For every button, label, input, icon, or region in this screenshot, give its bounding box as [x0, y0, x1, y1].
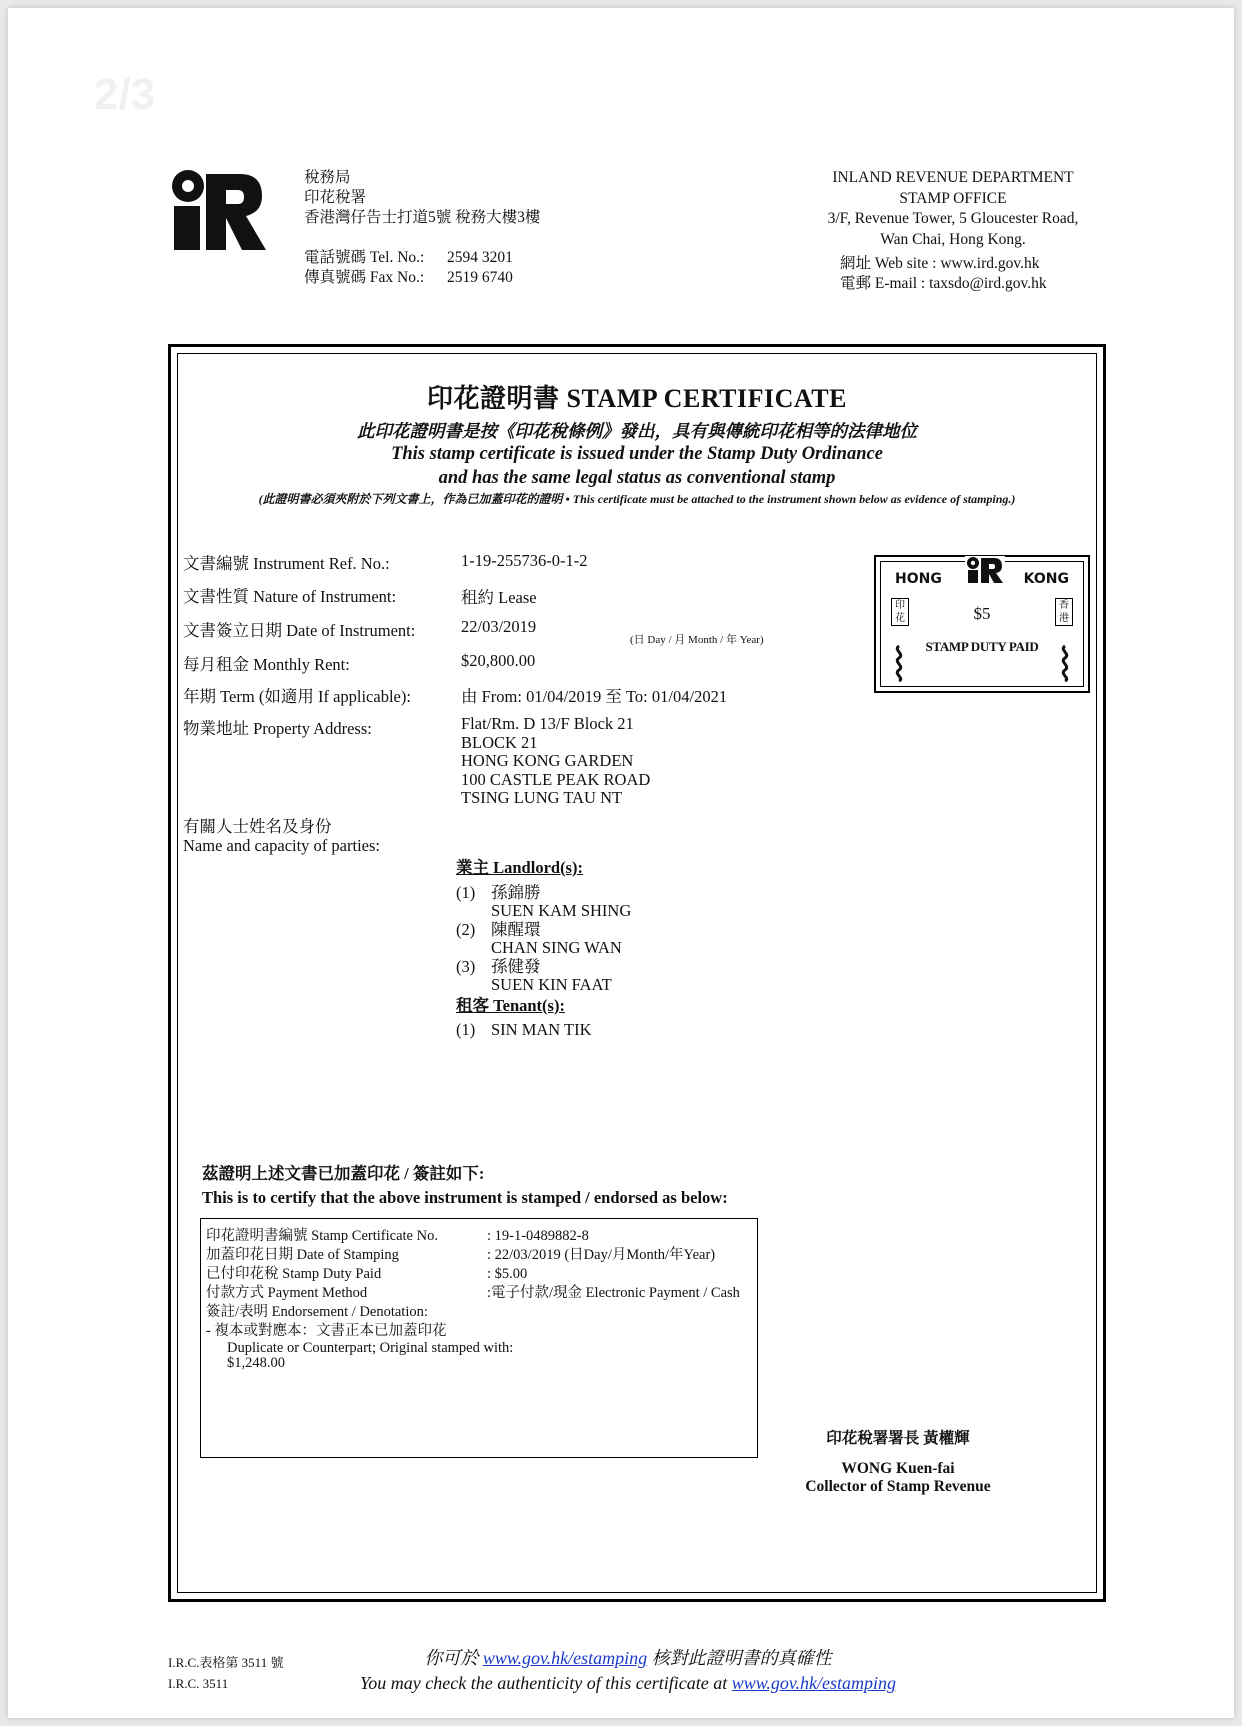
fax-label: 傳真號碼 Fax No.: [304, 269, 425, 286]
signature-block [798, 1430, 998, 1496]
denotation-line-3: $1,248.00 [227, 1355, 285, 1371]
term-value: 由 From: 01/04/2019 至 To: 01/04/2021 [461, 687, 728, 706]
stamp-paid-label: STAMP DUTY PAID [925, 639, 1039, 654]
stamp-duty-paid-stamp [874, 555, 1090, 693]
certify-cn: 茲證明上述文書已加蓋印花 / 簽註如下: [202, 1164, 485, 1183]
form-number [168, 1652, 283, 1694]
address-line-2: BLOCK 21 [461, 732, 538, 752]
party-name-en: SIN MAN TIK [491, 1020, 592, 1039]
list-item [456, 1021, 796, 1040]
collector-name-en: WONG Kuen-fai [841, 1460, 955, 1477]
denotation-line-1: - 複本或對應本：文書正本已加蓋印花 [206, 1323, 447, 1339]
parties-label-en: Name and capacity of parties: [183, 835, 380, 855]
list-item [456, 884, 796, 921]
subtitle-en [178, 442, 1096, 490]
date-label: 文書簽立日期 Date of Instrument: [183, 621, 416, 640]
check-cn-post: 核對此證明書的真確性 [647, 1648, 832, 1668]
header-chinese-address [304, 168, 540, 288]
subtitle-en-line-1: This stamp certificate is issued under the Stamp Duty Ordinance [391, 444, 883, 464]
form-number-en: I.R.C. 3511 [168, 1676, 229, 1691]
attachment-note: (此證明書必須夾附於下列文書上，作為已加蓋印花的證明 • This certificate must be attached to the instrument shown below as evidence of stamping.) [258, 492, 1016, 506]
denotation-label: 簽註/表明 Endorsement / Denotation: [206, 1304, 428, 1320]
address-label: 物業地址 Property Address: [183, 719, 372, 738]
stamp-kong: KONG [1023, 571, 1069, 587]
denotation-line-2: Duplicate or Counterpart; Original stamped with: [227, 1340, 514, 1356]
email: 電郵 E-mail : taxsdo@ird.gov.hk [840, 275, 1047, 292]
address-value [461, 715, 650, 808]
party-number: (3) [456, 956, 476, 976]
date-format-hint: (日 Day / 月 Month / 年 Year) [630, 634, 764, 646]
party-name-cn: 孫錦勝 [491, 882, 541, 902]
payment-method-value: :電子付款/現金 Electronic Payment / Cash [487, 1285, 740, 1301]
party-name-cn: 孫健發 [491, 956, 541, 976]
estamping-link-cn[interactable]: www.gov.hk/estamping [482, 1648, 648, 1668]
header-address-cn: 香港灣仔告士打道5號 稅務大樓3樓 [304, 209, 541, 226]
rent-label: 每月租金 Monthly Rent: [183, 655, 350, 674]
duty-paid-value: : $5.00 [487, 1266, 528, 1282]
tel-label: 電話號碼 Tel. No.: [304, 249, 425, 266]
cert-no-value: : 19-1-0489882-8 [487, 1228, 589, 1244]
party-number: (1) [456, 882, 476, 902]
stamp-ornament-left [892, 644, 906, 682]
parties-label [183, 818, 380, 855]
subtitle-en-line-2: and has the same legal status as conventional stamp [438, 468, 836, 488]
party-name-en: SUEN KIN FAAT [491, 975, 612, 994]
header-english-address [798, 168, 1108, 294]
header-dept-en: INLAND REVENUE DEPARTMENT [832, 169, 1074, 186]
website: 網址 Web site : www.ird.gov.hk [840, 255, 1040, 272]
header-address-en-2: Wan Chai, Hong Kong. [880, 230, 1026, 248]
header-office-en: STAMP OFFICE [899, 189, 1007, 207]
header-office-cn: 印花稅署 [304, 189, 367, 206]
address-line-5: TSING LUNG TAU NT [461, 788, 623, 807]
rent-value: $20,800.00 [461, 651, 536, 670]
ref-value: 1-19-255736-0-1-2 [461, 551, 588, 570]
endorsement-box [200, 1218, 758, 1458]
tel-row [304, 248, 540, 268]
collector-title-cn: 印花稅署署長 黃權輝 [826, 1430, 970, 1447]
fax-number: 2519 6740 [447, 269, 513, 286]
certify-statement [202, 1162, 728, 1210]
stamp-value: $5 [973, 604, 991, 623]
certificate-title: 印花證明書 STAMP CERTIFICATE [427, 384, 847, 413]
page-indicator: 2/3 [94, 70, 156, 119]
party-number: (1) [456, 1020, 476, 1039]
address-line-1: Flat/Rm. D 13/F Block 21 [461, 714, 634, 733]
party-name-cn: 陳醒環 [491, 919, 541, 939]
stamp-side-right: 香港 [1055, 598, 1073, 626]
subtitle-cn: 此印花證明書是按《印花稅條例》發出，具有與傳統印花相等的法律地位 [357, 421, 917, 441]
duty-paid-label: 已付印花稅 Stamp Duty Paid [206, 1266, 382, 1282]
address-line-3: HONG KONG GARDEN [461, 751, 634, 770]
address-line-4: 100 CASTLE PEAK ROAD [461, 769, 651, 789]
fax-row [304, 268, 540, 288]
certificate-box [168, 344, 1106, 1602]
nature-label: 文書性質 Nature of Instrument: [183, 587, 397, 606]
date-value: 22/03/2019 [461, 617, 537, 636]
collector-title-en: Collector of Stamp Revenue [805, 1478, 991, 1495]
certify-en: This is to certify that the above instrument is stamped / endorsed as below: [202, 1188, 728, 1207]
estamping-link-en[interactable]: www.gov.hk/estamping [731, 1673, 897, 1693]
party-number: (2) [456, 919, 476, 939]
cert-no-label: 印花證明書編號 Stamp Certificate No. [206, 1228, 438, 1244]
term-label: 年期 Term (如適用 If applicable): [183, 687, 411, 706]
tenant-heading: 租客 Tenant(s): [456, 995, 565, 1015]
ref-label: 文書編號 Instrument Ref. No.: [183, 554, 390, 573]
stamping-date-label: 加蓋印花日期 Date of Stamping [206, 1247, 399, 1263]
stamp-ird-logo [965, 556, 1005, 584]
header-address-en-1: 3/F, Revenue Tower, 5 Gloucester Road, [827, 210, 1079, 227]
payment-method-label: 付款方式 Payment Method [206, 1285, 368, 1301]
form-number-cn: I.R.C.表格第 3511 號 [168, 1655, 284, 1670]
authenticity-note [308, 1646, 948, 1696]
document-page [8, 8, 1234, 1718]
check-en-pre: You may check the authenticity of this certificate at [359, 1673, 732, 1693]
stamping-date-value: : 22/03/2019 (日Day/月Month/年Year) [487, 1247, 716, 1263]
check-cn-pre: 你可於 [424, 1648, 483, 1668]
nature-value: 租約 Lease [461, 588, 537, 607]
header-dept-cn: 稅務局 [304, 169, 351, 186]
stamp-side-left: 印花 [891, 598, 909, 626]
landlord-heading: 業主 Landlord(s): [456, 858, 583, 877]
party-name-en: CHAN SING WAN [491, 938, 622, 957]
party-name-en: SUEN KAM SHING [491, 901, 632, 920]
parties-label-cn: 有關人士姓名及身份 [183, 817, 332, 836]
stamp-ornament-right [1058, 644, 1072, 682]
list-item [456, 958, 796, 995]
list-item [456, 921, 796, 958]
tel-number: 2594 3201 [447, 249, 513, 266]
parties-list [456, 859, 796, 1040]
ird-logo [168, 168, 268, 252]
stamp-hong: HONG [895, 571, 942, 587]
